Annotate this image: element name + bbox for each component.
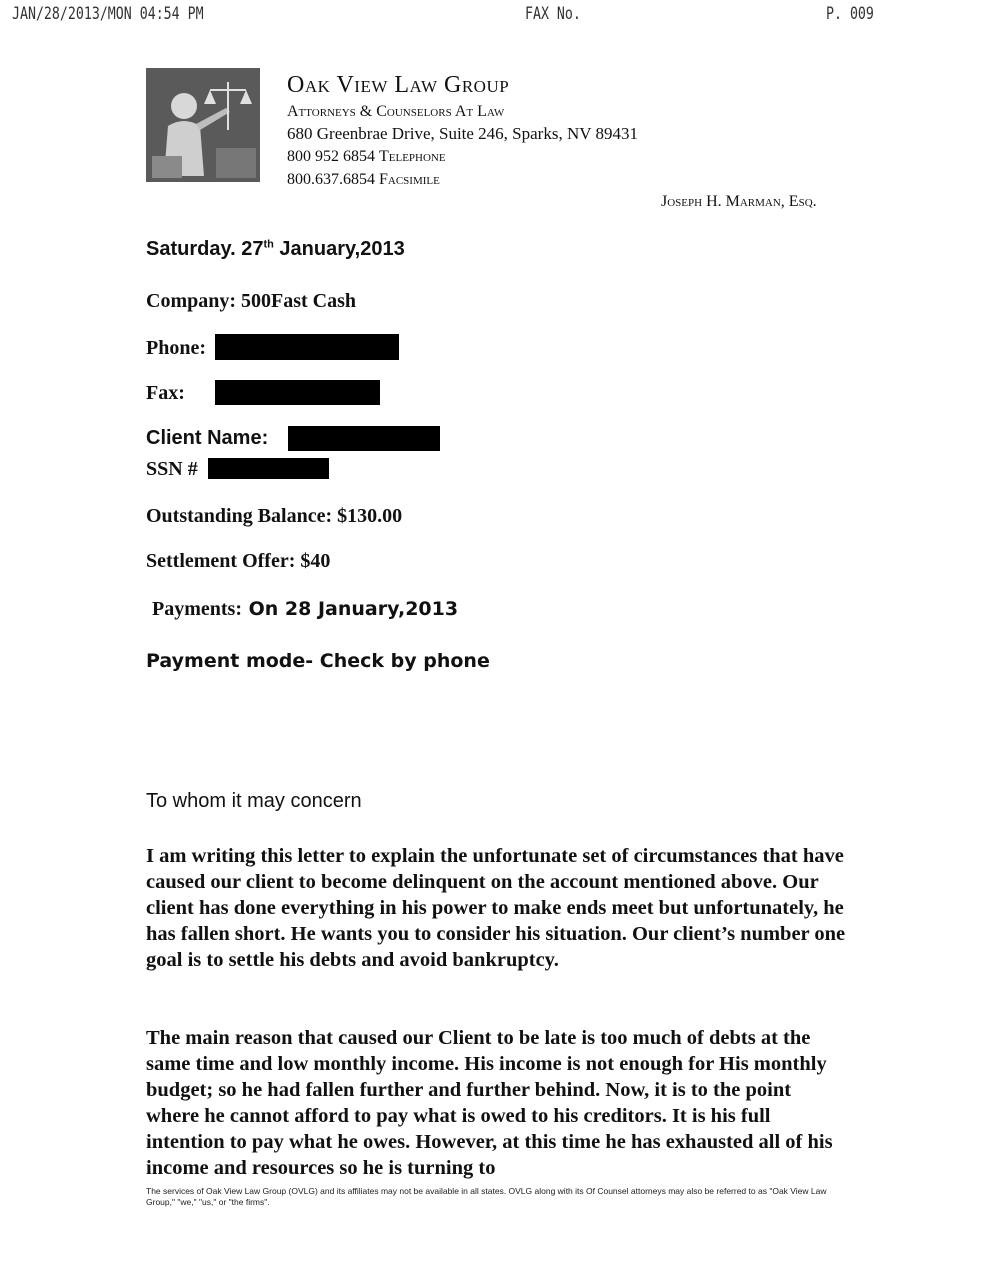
balance-value: $130.00 bbox=[332, 505, 403, 527]
lady-justice-logo bbox=[146, 68, 260, 182]
payments-field bbox=[152, 598, 458, 621]
telephone-label: Telephone bbox=[379, 148, 446, 165]
phone-label: Phone: bbox=[146, 337, 206, 359]
salutation: To whom it may concern bbox=[146, 790, 362, 812]
firm-facsimile bbox=[287, 171, 440, 189]
fax-timestamp: JAN/28/2013/MON 04:54 PM bbox=[12, 4, 204, 24]
attorney-name: Joseph H. Marman, Esq. bbox=[661, 193, 817, 210]
client-name-label: Client Name: bbox=[146, 427, 269, 449]
payment-mode: Payment mode- Check by phone bbox=[146, 650, 490, 672]
redacted-ssn bbox=[208, 458, 329, 479]
footer-disclaimer: The services of Oak View Law Group (OVLG) and its affiliates may not be available in all states. OVLG along with its Of Counsel attorneys may also be referred to as "Oak View Law Group," "we," "us," or "the firms". bbox=[146, 1186, 827, 1207]
firm-address: 680 Greenbrae Drive, Suite 246, Sparks, NV 89431 bbox=[287, 124, 638, 143]
redacted-fax bbox=[215, 380, 380, 405]
date-prefix: Saturday. 27 bbox=[146, 238, 264, 260]
firm-name: Oak View Law Group bbox=[287, 72, 510, 98]
balance-label: Outstanding Balance: bbox=[146, 505, 333, 527]
outstanding-balance bbox=[146, 505, 402, 528]
redacted-client-name bbox=[288, 426, 440, 451]
fax-label: Fax: bbox=[146, 382, 185, 404]
payments-label: Payments: bbox=[152, 598, 242, 620]
company-field bbox=[146, 290, 356, 313]
company-value: 500Fast Cash bbox=[236, 290, 357, 312]
firm-tagline: Attorneys & Counselors At Law bbox=[287, 103, 505, 120]
offer-value: $40 bbox=[295, 550, 331, 572]
date-suffix: January,2013 bbox=[273, 238, 405, 260]
facsimile-number: 800.637.6854 bbox=[287, 171, 375, 188]
payments-value: On 28 January,2013 bbox=[241, 598, 459, 620]
telephone-number: 800 952 6854 bbox=[287, 148, 375, 165]
firm-telephone bbox=[287, 148, 446, 166]
settlement-offer bbox=[146, 550, 330, 573]
redacted-phone bbox=[215, 334, 399, 360]
company-label: Company: bbox=[146, 290, 237, 312]
facsimile-label: Facsimile bbox=[379, 171, 440, 188]
date-ordinal: th bbox=[263, 238, 274, 251]
fax-number-label: FAX No. bbox=[525, 4, 581, 24]
offer-label: Settlement Offer: bbox=[146, 550, 296, 572]
body-paragraph-1: I am writing this letter to explain the unfortunate set of circumstances that have caused our client to become delinquent on the account mentioned above. Our client has done everything in his power to make ends meet but unfortunately, he has fallen short. He wants you to consider his situation. Our client’s number one goal is to settle his debts and avoid bankruptcy. bbox=[146, 845, 846, 971]
letter-date bbox=[146, 238, 405, 261]
body-paragraph-2: The main reason that caused our Client to be late is too much of debts at the same time and low monthly income. His income is not enough for His monthly budget; so he had fallen further and further behind. Now, it is to the point where he cannot afford to pay what is owed to his creditors. It is his full intention to pay what he owes. However, at this time he has exhausted all of his income and resources so he is turning to bbox=[146, 1027, 833, 1179]
ssn-label: SSN # bbox=[146, 458, 198, 480]
fax-page-number: P. 009 bbox=[826, 4, 874, 24]
